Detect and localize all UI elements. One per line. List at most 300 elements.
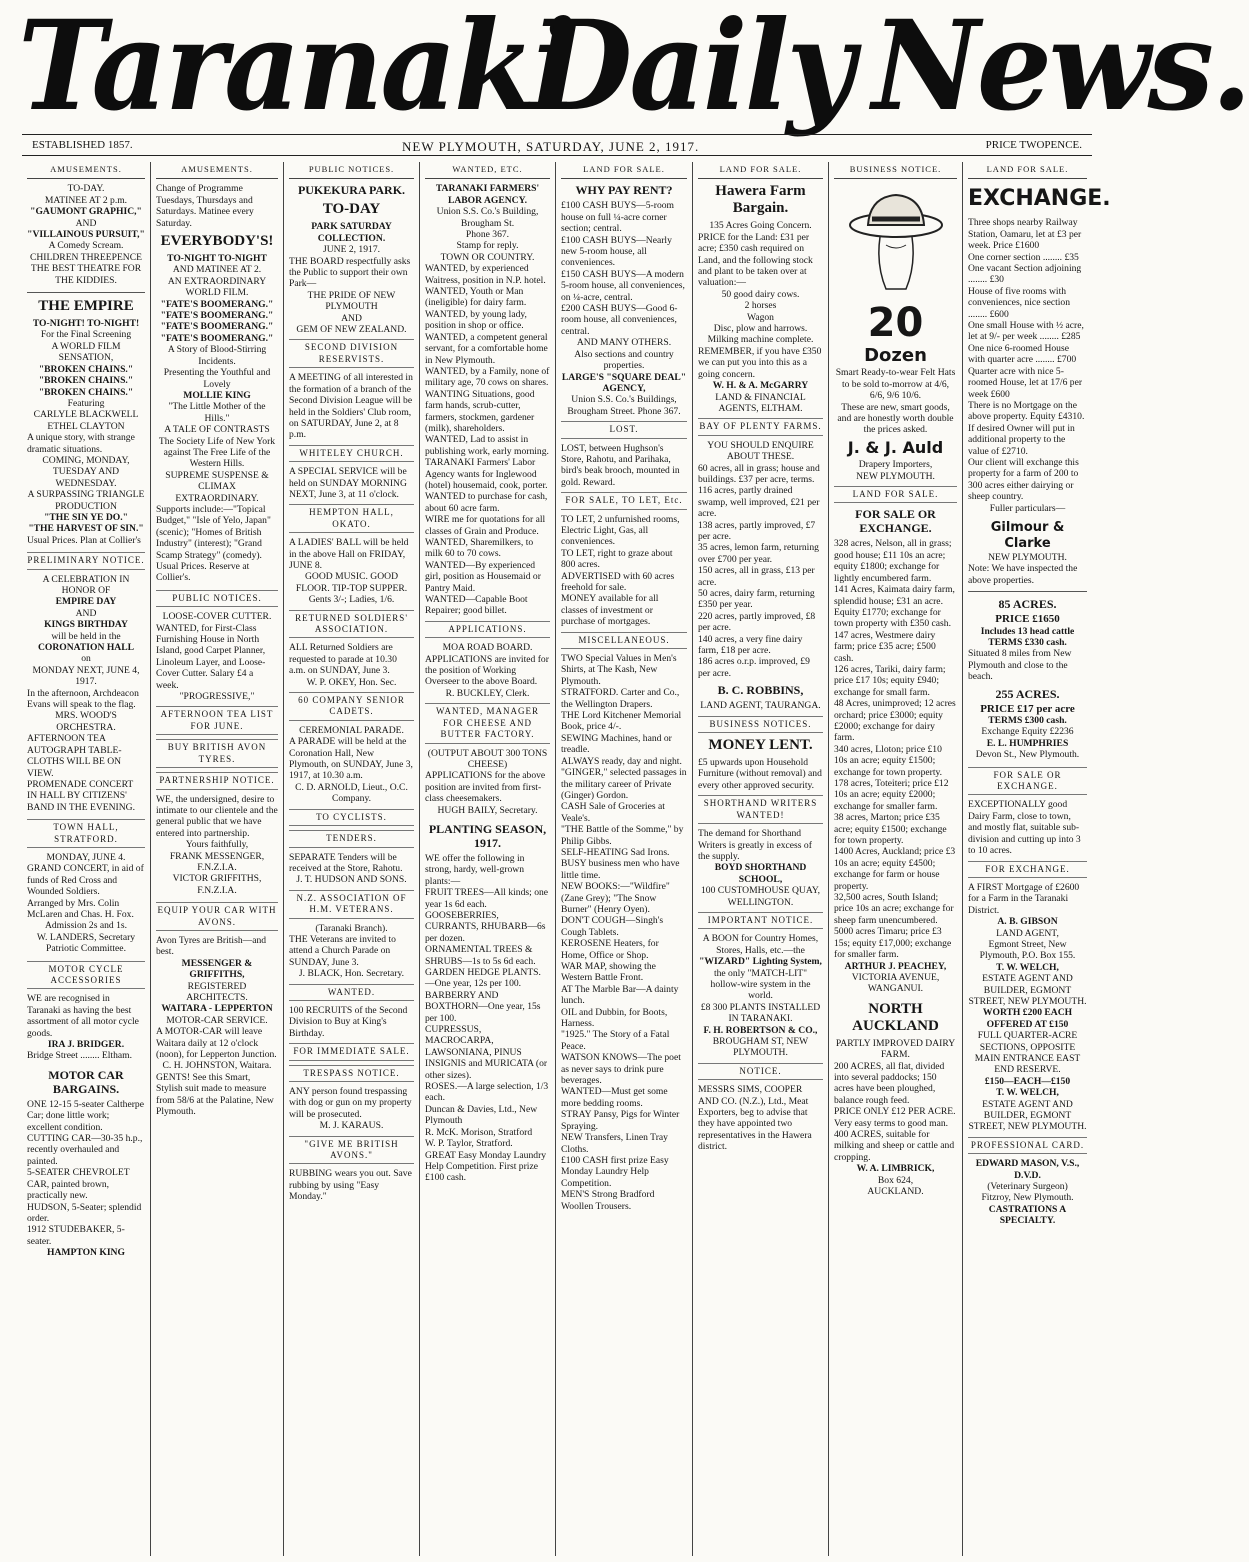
ad-title: PUKEKURA PARK.: [297, 183, 406, 198]
section-heading: BUY BRITISH AVON TYRES.: [156, 739, 278, 768]
ad-line: "FATE'S BOOMERANG.": [160, 321, 274, 333]
exchange-line: There is no Mortgage on the above property. Equity £4310.: [968, 399, 1085, 423]
column-land-for-sale-3: [962, 162, 1111, 1556]
sale-line: Exchange Equity £2236: [981, 726, 1074, 738]
sale-line: E. L. HUMPHRIES: [986, 737, 1069, 749]
firm-sub-line: NEW PLYMOUTH.: [988, 551, 1067, 563]
place-date-text: NEW PLYMOUTH, SATURDAY, JUNE 2, 1917.: [402, 139, 700, 154]
land-line: LARGE'S "SQUARE DEAL" AGENCY,: [561, 371, 687, 394]
ad-line: COMING, MONDAY, TUESDAY AND WEDNESDAY.: [42, 454, 130, 489]
ad-title: EVERYBODY'S!: [160, 233, 274, 250]
section-heading: BAY OF PLENTY FARMS.: [698, 418, 823, 435]
exchange-line: House of five rooms with conveniences, nice section ........ £600: [968, 285, 1071, 320]
ad-subtitle: TO-DAY: [322, 201, 381, 218]
ad-line: "BROKEN CHAINS.": [38, 386, 134, 398]
wanted-line: WANTED, Sharemilkers, to milk 60 to 70 cows.: [425, 537, 534, 560]
planting-line: BARBERRY AND BOXTHORN—One year, 15s per 100.: [425, 989, 541, 1024]
section-heading: TENDERS.: [289, 830, 414, 847]
masthead: [0, 0, 1249, 139]
exchange-line: Our client will exchange this property for a farm of 200 to 300 acres either dairying or sheep country.: [968, 456, 1079, 503]
ad-line: A CELEBRATION IN HONOR OF: [42, 573, 130, 596]
land-line: AND MANY OTHERS.: [576, 337, 672, 349]
dozen-label: Dozen: [864, 345, 927, 367]
section-heading: NOTICE.: [698, 1063, 823, 1080]
wanted-line: APPLICATIONS are invited for the position of Working Overseer to the above Board.: [425, 653, 549, 688]
notice-line: AND: [341, 312, 362, 324]
sale-line: Includes 13 head cattle: [980, 625, 1075, 637]
sale-line: Fitzroy, New Plymouth.: [981, 1192, 1074, 1204]
farm-line: 220 acres, partly improved, £8 per acre.: [698, 610, 816, 634]
land-line: MONEY available for all classes of investment or purchase of mortgages.: [561, 593, 659, 628]
notice-line: CEREMONIAL PARADE.: [299, 724, 404, 736]
column-heading: PUBLIC NOTICES.: [289, 162, 414, 179]
exchange-line: Three shops nearby Railway Station, Oamaru, let at £3 per week. Price £1600: [968, 217, 1082, 252]
wanted-line: WIRE me for quotations for all classes of Grain and Produce.: [425, 514, 546, 537]
ad-line: Yours faithfully,: [185, 839, 249, 851]
north-line: PARTLY IMPROVED DAIRY FARM.: [835, 1037, 956, 1061]
ad-line: CARLYLE BLACKWELL: [33, 409, 139, 421]
notice-line: M. J. KARAUS.: [319, 1120, 384, 1132]
notice-line: J. BLACK, Hon. Secretary.: [298, 968, 405, 980]
ad-title: WHY PAY RENT?: [575, 183, 673, 198]
land-line: DON'T COUGH—Singh's Cough Tablets.: [561, 915, 664, 938]
ad-line: Arranged by Mrs. Colin McLaren and Chas. H. Fox.: [27, 897, 134, 920]
notice-line: 100 RECRUITS of the Second Division to Buy at King's Birthday.: [289, 1004, 408, 1039]
column-heading: LAND FOR SALE.: [561, 162, 687, 179]
wanted-line: HUGH BAILY, Secretary.: [437, 804, 538, 816]
sale-line: ESTATE AGENT AND BUILDER, EGMONT STREET, NEW PLYMOUTH.: [968, 1098, 1087, 1133]
ad-line: "GAUMONT GRAPHIC,": [30, 206, 142, 218]
ad-title: 85 ACRES.: [998, 597, 1057, 612]
ad-line: MOLLIE KING: [183, 389, 251, 401]
farm-line: 116 acres, partly drained swamp, well improved, £21 per acre.: [698, 485, 820, 520]
section-heading: 60 COMPANY SENIOR CADETS.: [289, 692, 414, 721]
ad-line: IRA J. BRIDGER.: [47, 1039, 125, 1051]
exchange-line: One small House with ½ acre, let at 9/- per week ........ £285: [968, 320, 1084, 343]
farm-line: MESSRS SIMS, COOPER AND CO. (N.Z.), Ltd., Meat Exporters, beg to advise that they have appointed two representatives in the Hawera district.: [698, 1084, 812, 1153]
ad-line: HUDSON, 5-Seater; splendid order.: [27, 1201, 142, 1224]
exchange-line: Quarter acre with nice 5-roomed House, let at 17/6 per week £600: [968, 365, 1083, 400]
wanted-line: WANTED, by experienced Waitress, position in N.P. hotel.: [425, 263, 546, 286]
ad-line: TO-DAY.: [67, 183, 105, 195]
ad-line: The Society Life of New York against The Free Life of the Western Hills.: [158, 435, 276, 470]
exchange-line: 1400 Acres, Auckland; price £3 10s an acre; equity £4500; exchange for farm or house property.: [834, 846, 956, 892]
ad-title: NORTH AUCKLAND: [852, 1000, 939, 1034]
notice-line: THE Veterans are invited to attend a Church Parade on SUNDAY, June 3.: [289, 933, 396, 968]
land-line: THE Lord Kitchener Memorial Book, price 4/-.: [561, 710, 682, 733]
section-heading: PROFESSIONAL CARD.: [968, 1137, 1087, 1154]
column-heading: LAND FOR SALE.: [968, 162, 1087, 179]
sale-line: (Veterinary Surgeon): [987, 1181, 1068, 1193]
ad-line: 1912 STUDEBAKER, 5-seater.: [27, 1224, 125, 1247]
section-heading: AFTERNOON TEA LIST FOR JUNE.: [156, 706, 278, 735]
column-public-notices: [283, 162, 419, 1556]
column-wanted: [419, 162, 555, 1556]
hat-ad: [834, 185, 957, 482]
farm-line: 50 acres, dairy farm, returning £350 per year.: [698, 588, 815, 611]
planting-line: ORNAMENTAL TREES & SHRUBS—1s to 5s 6d each.: [425, 944, 536, 967]
section-heading: RETURNED SOLDIERS' ASSOCIATION.: [289, 610, 414, 639]
land-line: LOST, between Hughson's Store, Rahotu, and Parihaka, bird's beak brooch, mounted in gold. Reward.: [561, 442, 680, 488]
land-line: Also sections and country properties.: [574, 348, 674, 372]
sale-line: Egmont Street, New Plymouth, P.O. Box 155.: [979, 938, 1076, 962]
wanted-line: R. BUCKLEY, Clerk.: [445, 687, 530, 699]
divider: [968, 591, 1087, 592]
land-line: CASH Sale of Groceries at Veale's.: [561, 801, 665, 824]
ad-line: MESSENGER & GRIFFITHS,: [181, 957, 253, 981]
land-line: "GINGER," selected passages in the military career of Private (Ginger) Gordon.: [561, 767, 687, 801]
ad-title: FOR SALE OR EXCHANGE.: [855, 507, 936, 536]
ad-line: "BROKEN CHAINS.": [38, 375, 134, 387]
price-line: PRICE £17 per acre: [980, 702, 1075, 715]
wanted-line: WANTED, Youth or Man (ineligible) for dairy farm.: [425, 286, 527, 309]
ad-line: will be held in the: [51, 630, 121, 642]
farm-line: 60 acres, all in grass; house and buildings. £37 per acre, terms.: [698, 462, 820, 485]
exchange-line: ARTHUR J. PEACHEY,: [844, 960, 947, 972]
ad-title: 255 ACRES.: [995, 686, 1060, 701]
sale-ad: [968, 626, 1087, 761]
price-text: PRICE TWOPENCE.: [985, 139, 1082, 151]
section-heading: FOR IMMEDIATE SALE.: [289, 1043, 414, 1060]
sale-line: A FIRST Mortgage of £2600 for a Farm in the Taranaki District.: [968, 881, 1080, 916]
ad-line: THE KIDDIES.: [55, 274, 117, 286]
ad-line: CORONATION HALL: [37, 642, 135, 654]
exchange-line: 38 acres, Marton; price £35 acre; equity £1500; exchange for town property.: [834, 812, 947, 847]
ad-line: SUPREME SUSPENSE & CLIMAX EXTRAORDINARY.: [165, 469, 269, 504]
sale-line: Situated 8 miles from New Plymouth and close to the beach.: [968, 648, 1072, 683]
ad-line: Avon Tyres are British—and best.: [156, 934, 267, 958]
planting-line: WE offer the following in strong, hardy, well-grown plants:—: [425, 852, 525, 887]
land-line: £200 CASH BUYS—Good 6-room house, all conveniences, central.: [561, 303, 678, 337]
public-notices-list: [289, 221, 414, 1202]
wanted-line: TARANAKI FARMERS' LABOR AGENCY.: [435, 183, 540, 206]
notice-line: (Taranaki Branch).: [315, 922, 388, 934]
section-heading: PRELIMINARY NOTICE.: [27, 552, 145, 569]
farm-line: 2 horses: [744, 300, 777, 312]
section-heading: EQUIP YOUR CAR WITH AVONS.: [156, 902, 278, 931]
ad-line: EMPIRE DAY: [55, 596, 117, 608]
felt-hat-icon: [846, 185, 946, 295]
farm-line: 138 acres, partly improved, £7 per acre.: [698, 519, 816, 542]
section-heading: LOST.: [561, 421, 687, 438]
farm-line: 140 acres, a very fine dairy farm, £18 per acre.: [698, 633, 803, 657]
notice-line: RUBBING wears you out. Save rubbing by using "Easy Monday.": [289, 1168, 412, 1203]
planting-line: GREAT Easy Monday Laundry Help Competition. First prize £100 cash.: [425, 1149, 547, 1184]
ad-line: A Comedy Scream.: [48, 240, 124, 252]
land-line: MEN'S Strong Bradford Woollen Trousers.: [561, 1189, 655, 1212]
land-line: TWO Special Values in Men's Shirts, at The Kash, New Plymouth.: [561, 653, 677, 687]
farm-line: W. H. & A. McGARRY: [712, 380, 809, 392]
established-text: ESTABLISHED 1857.: [32, 139, 133, 151]
sale-line: EXCEPTIONALLY good Dairy Farm, close to town, and mostly flat, suitable sub-division and cutting up into 3 to 10 acres.: [968, 799, 1081, 857]
exchange-list: [834, 538, 957, 994]
planting-line: GOOSEBERRIES, CURRANTS, RHUBARB—6s per dozen.: [425, 909, 546, 944]
exchange-line: 340 acres, Lloton; price £10 10s an acre; equity £1500; exchange for town property.: [834, 743, 943, 778]
gaumont-ad: [27, 183, 145, 286]
sale-line: FULL QUARTER-ACRE SECTIONS, OPPOSITE MAIN ENTRANCE EAST END RESERVE.: [974, 1030, 1081, 1076]
column-land-for-sale-2: [692, 162, 828, 1556]
notice-line: A PARADE will be held at the Coronation Hall, New Plymouth, on SUNDAY, June 3, 1917, at 10.30 a.m.: [289, 736, 413, 782]
ad-line: "PROGRESSIVE,": [179, 691, 255, 703]
ad-line: AFTERNOON TEA AUTOGRAPH TABLE-CLOTHS WILL BE ON VIEW.: [27, 733, 122, 779]
wanted-line: MOA ROAD BOARD.: [442, 642, 533, 654]
exchange-line: One nice 6-roomed House with quarter acre ........ £700: [968, 342, 1077, 366]
ad-line: Presenting the Youthful and Lovely: [163, 367, 271, 390]
wanted-line: WANTED—Capable Boot Repairer; good billet.: [425, 594, 528, 617]
notice-line: PARK SATURDAY COLLECTION.: [311, 221, 392, 244]
exchange-line: One corner section ........ £35: [968, 251, 1079, 263]
ad-line: "FATE'S BOOMERANG.": [160, 310, 274, 322]
notice-line: A MEETING of all interested in the formation of a branch of the Second Division League will be held in the Soldiers' Club room, on SATURDAY, June 2, at 8 p.m.: [289, 372, 413, 441]
ad-line: Usual Prices. Plan at Collier's: [27, 534, 141, 546]
ad-line: WE are recognised in Taranaki as having the best assortment of all motor cycle goods.: [27, 993, 139, 1039]
exchange-line: 5000 acres Timaru; price £3 15s; equity £17,000; exchange for smaller farm.: [834, 926, 952, 961]
land-line: £100 CASH first prize Easy Monday Laundry Help Competition.: [561, 1154, 669, 1189]
ad-title: EXCHANGE.: [968, 186, 1111, 212]
land-line: £100 CASH BUYS—Nearly new 5-room house, all conveniences.: [561, 234, 672, 269]
sale-line: WORTH £200 EACH: [982, 1007, 1073, 1019]
ad-line: AND MATINEE AT 2.: [172, 264, 262, 276]
firm-name: Gilmour & Clarke: [990, 519, 1065, 551]
ad-line: MATINEE AT 2 p.m.: [44, 194, 128, 206]
wanted-line: WANTED, Lad to assist in publishing work, early morning.: [425, 434, 549, 457]
ad-line: on: [81, 653, 91, 665]
column-heading: BUSINESS NOTICE.: [834, 162, 957, 179]
section-heading: TOWN HALL, STRATFORD.: [27, 819, 145, 848]
north-line: AUCKLAND.: [867, 1186, 924, 1197]
planting-line: R. McK. Morison, Stratford: [425, 1126, 533, 1138]
firm-sub-line: Drapery Importers,: [858, 459, 933, 471]
ad-line: Admission 2s and 1s.: [44, 920, 128, 932]
farm-line: "WIZARD" Lighting System,: [699, 956, 822, 968]
column-heading: WANTED, ETC.: [425, 162, 550, 179]
ad-line: "FATE'S BOOMERANG.": [160, 332, 274, 344]
planting-line: ROSES.—A large selection, 1/3 each.: [425, 1081, 549, 1104]
land-line: "THE Battle of the Somme," by Philip Gibbs.: [561, 824, 684, 847]
notice-line: THE BOARD respectfully asks the Public to support their own Park—: [289, 255, 411, 290]
land-line: ADVERTISED with 60 acres freehold for sale.: [561, 570, 675, 593]
section-heading: MISCELLANEOUS.: [561, 632, 687, 649]
wanted-line: TARANAKI Farmers' Labor Agency wants for Inglewood (hotel) housemaid, cook, porter.: [425, 457, 548, 491]
column-amusements-1: [22, 162, 150, 1556]
sale-line: ESTATE AGENT AND BUILDER, EGMONT STREET, NEW PLYMOUTH.: [968, 973, 1087, 1007]
everybodys-ad: [156, 233, 278, 584]
land-line: NEW Transfers, Linen Tray Cloths.: [561, 1132, 668, 1155]
section-heading: MOTOR CYCLE ACCESSORIES: [27, 961, 145, 990]
section-heading: IMPORTANT NOTICE.: [698, 912, 823, 929]
ad-line: ONE 12-15 5-seater Caltherpe Car; done little work; excellent condition.: [27, 1098, 144, 1133]
agent-name: B. C. ROBBINS,: [717, 683, 804, 698]
land-line: £150 CASH BUYS—A modern 5-room house, all conveniences, on ¼-acre, central.: [561, 268, 685, 303]
section-heading: TRESPASS NOTICE.: [289, 1065, 414, 1082]
ad-line: WAITARA - LEPPERTON: [161, 1003, 273, 1015]
farm-line: £8 300 PLANTS INSTALLED IN TARANAKI.: [700, 1001, 821, 1025]
notice-line: A LADIES' BALL will be held in the above Hall on FRIDAY, JUNE 8.: [289, 537, 409, 571]
exchange-line: 126 acres, Tariki, dairy farm; price £17 10s; equity £940; exchange for small farm.: [834, 663, 946, 698]
farm-line: £5 upwards upon Household Furniture (without removal) and every other approved security.: [698, 757, 822, 791]
ad-line: WE, the undersigned, desire to intimate to our clientele and the general public that we have entered into partnership.: [156, 793, 278, 839]
notice-line: GEM OF NEW ZEALAND.: [296, 324, 407, 336]
exchange-line: Fuller particulars—: [989, 502, 1066, 514]
land-line: "1925." The Story of a Fatal Peace.: [561, 1029, 670, 1052]
ad-line: AND: [75, 607, 97, 619]
price-line: PRICE £1650: [995, 613, 1060, 626]
ad-line: Usual Prices. Reserve at Collier's.: [156, 561, 250, 584]
exchange-line: VICTORIA AVENUE, WANGANUI.: [851, 971, 940, 995]
avon-ad: [156, 935, 278, 1118]
ad-line: REGISTERED ARCHITECTS.: [186, 980, 248, 1003]
wanted-list: [425, 183, 550, 816]
ad-line: For the Final Screening: [40, 329, 132, 341]
land-line: WAR MAP, showing the Western Battle Front.: [561, 961, 656, 984]
ad-line: MONDAY, JUNE 4.: [46, 851, 126, 863]
section-heading: APPLICATIONS.: [425, 621, 550, 638]
land-list: [561, 200, 687, 1212]
public-notices-block: [156, 611, 278, 896]
hat-line: These are new, smart goods, and are honestly worth double the prices asked.: [837, 401, 954, 436]
farm-line: BROUGHAM ST, NEW PLYMOUTH.: [712, 1036, 809, 1059]
section-heading: TO CYCLISTS.: [289, 809, 414, 826]
notice-line: ALL Returned Soldiers are requested to parade at 10.30 a.m. on SUNDAY, June 3.: [289, 642, 397, 677]
ad-title: MONEY LENT.: [708, 737, 813, 754]
land-line: STRATFORD. Carter and Co., the Wellington Drapers.: [561, 687, 680, 710]
ad-line: ETHEL CLAYTON: [47, 420, 125, 432]
wanted-line: WANTING Situations, good farm hands, scrub-cutter, farmers, stockmen, gardener (milk), shareholders.: [425, 388, 535, 434]
sale-line: TERMS £300 cash.: [988, 715, 1067, 727]
masthead-title-word-2: Daily: [530, 0, 853, 139]
sale-line: OFFERED AT £150: [986, 1018, 1069, 1030]
wanted-line: WANTED, by a Family, none of military age, 70 cows on shares.: [425, 365, 550, 389]
ad-line: "VILLAINOUS PURSUIT,": [27, 229, 145, 241]
farm-line: the only "MATCH-LIT" hollow-wire system in the world.: [710, 967, 811, 1002]
ad-line: Change of Programme Tuesdays, Thursdays and Saturdays. Matinee every Saturday.: [156, 183, 254, 229]
note-line: Note: We have inspected the above properties.: [968, 563, 1078, 586]
farm-line: 186 acres o.r.p. improved, £9 per acre.: [698, 656, 810, 679]
north-line: PRICE ONLY £12 PER ACRE. Very easy terms to good man.: [834, 1106, 956, 1129]
section-heading: PUBLIC NOTICES.: [156, 590, 278, 607]
land-line: BUSY business men who have little time.: [561, 858, 680, 881]
divider: [27, 292, 145, 293]
ad-line: WANTED, for First-Class Furnishing House in North Island, good Carpet Planner, Linoleum Layer, and Loose-Cover Cutter. Salary £4 a week.: [156, 622, 266, 691]
farm-line: LAND & FINANCIAL AGENTS, ELTHAM.: [715, 391, 806, 414]
ad-line: CUTTING CAR—30-35 h.p., recently overhauled and painted.: [27, 1133, 143, 1167]
ad-line: "THE SIN YE DO.": [44, 511, 128, 523]
land-line: STRAY Pansy, Pigs for Winter Spraying.: [561, 1109, 680, 1132]
exchange-line: 178 acres, Toteiteri; price £12 10s an acre; equity £2000; exchange for smaller farm.: [834, 778, 949, 812]
wanted-line: WANTED to purchase for cash, about 60 acre farm.: [425, 491, 548, 514]
column-heading: LAND FOR SALE.: [698, 162, 823, 179]
ad-title: THE EMPIRE: [38, 298, 134, 315]
wanted-line: WANTED, a competent general servant, for a comfortable home in New Plymouth.: [425, 331, 548, 366]
sale-line: £150—EACH—£150: [984, 1075, 1071, 1087]
section-heading: SECOND DIVISION RESERVISTS.: [289, 339, 414, 368]
farm-line: Milking machine complete.: [707, 334, 814, 346]
planting-line: W. P. Taylor, Stratford.: [425, 1138, 513, 1150]
sale-line: TERMS £330 cash.: [988, 637, 1067, 648]
planting-line: GARDEN HEDGE PLANTS.—One year, 12s per 100.: [425, 967, 541, 990]
ad-line: PROMENADE CONCERT IN HALL BY CITIZENS' BAND IN THE EVENING.: [27, 778, 136, 813]
sale-exchange-ad: [968, 799, 1087, 1226]
section-heading: FOR SALE OR EXCHANGE.: [968, 767, 1087, 796]
column-business-notice: [828, 162, 962, 1556]
ad-line: C. H. JOHNSTON, Waitara.: [162, 1060, 272, 1072]
sale-line: EDWARD MASON, V.S., D.V.D.: [975, 1158, 1080, 1181]
sale-line: T. W. WELCH,: [996, 1087, 1059, 1099]
planting-line: FRUIT TREES—All kinds; one year 1s 6d each.: [425, 887, 549, 910]
section-heading: WHITELEY CHURCH.: [289, 445, 414, 462]
section-heading: FOR SALE, TO LET, Etc.: [561, 492, 687, 509]
sale-line: A. B. GIBSON: [997, 916, 1058, 928]
column-land-for-sale-1: [555, 162, 692, 1556]
wanted-line: WANTED—By experienced girl, position as Housemaid or Pantry Maid.: [425, 559, 541, 594]
masthead-title-word-1: Taranaki: [18, 0, 575, 139]
north-line: 400 ACRES, suitable for milking and sheep or cattle and cropping.: [834, 1128, 955, 1163]
ad-title: MOTOR CAR BARGAINS.: [48, 1067, 124, 1096]
sale-line: LAND AGENT,: [996, 927, 1059, 939]
farm-line: F. H. ROBERTSON & CO.,: [703, 1024, 818, 1036]
exchange-line: 141 Acres, Kaimata dairy farm, splendid house; £31 an acre. Equity £1770; exchange for town property with £350 cash.: [834, 584, 955, 630]
ad-line: Supports include:—"Topical Budget," "Isle of Yelo, Japan" (scenic); "Homes of British Industry" (interest); "Grand Scamp Strategy" (comedy).: [156, 503, 271, 561]
ad-title: PLANTING SEASON, 1917.: [428, 821, 547, 850]
ad-line: "THE HARVEST OF SIN.": [28, 523, 144, 535]
farm-line: 135 Acres Going Concern.: [709, 220, 812, 232]
exchange-line: 147 acres, Westmere dairy farm; price £35 acre; £500 cash.: [834, 629, 936, 664]
farm-line: BOYD SHORTHAND SCHOOL,: [714, 862, 807, 885]
north-line: 200 ACRES, all flat, divided into several paddocks; 150 acres have been ploughed, balance rough feed.: [834, 1060, 945, 1106]
farm-line: 35 acres, lemon farm, returning over £700 per year.: [698, 542, 819, 565]
farm-line: The demand for Shorthand Writers is greatly in excess of the supply.: [698, 828, 812, 862]
sale-line: Devon St., New Plymouth.: [975, 749, 1080, 761]
north-line: Box 624,: [877, 1174, 914, 1186]
land-line: SELF-HEATING Sad Irons.: [561, 846, 670, 858]
ad-line: AN EXTRAORDINARY WORLD FILM.: [167, 275, 267, 299]
ad-line: VICTOR GRIFFITHS, F.N.Z.I.A.: [172, 873, 262, 896]
ad-line: Featuring: [67, 397, 105, 409]
empire-theatre-ad: [27, 298, 145, 546]
ad-subtitle: TO-NIGHT! TO-NIGHT!: [32, 318, 140, 330]
empire-day-ad: [27, 574, 145, 814]
sale-line: T. W. WELCH,: [996, 961, 1059, 973]
farm-line: PRICE for the Land: £31 per acre; £350 cash required on Land, and the following stock and plant to be taken over at valuation:—: [698, 231, 813, 289]
hawera-farm-ad: [698, 220, 823, 1152]
section-heading: WANTED, MANAGER FOR CHEESE AND BUTTER FACTORY.: [425, 703, 550, 743]
firm-sub-line: NEW PLYMOUTH.: [856, 470, 935, 482]
wanted-line: Union S.S. Co.'s Building, Brougham St.: [436, 206, 539, 229]
section-heading: PARTNERSHIP NOTICE.: [156, 772, 278, 789]
ad-line: W. LANDERS, Secretary Patriotic Committee.: [36, 931, 136, 955]
notice-line: JUNE 2, 1917.: [322, 244, 381, 256]
notice-line: C. D. ARNOLD, Lieut., O.C. Company.: [295, 781, 408, 805]
planting-line: CUPRESSUS, MACROCARPA, LAWSONIANA, PINUS INSIGNIS and MURICATA (or other sizes).: [425, 1024, 548, 1081]
dateline: [22, 134, 1092, 156]
farm-line: REMEMBER, if you have £350 we can put you into this as a going concern.: [698, 345, 822, 380]
notice-line: GOOD MUSIC. GOOD FLOOR. TIP-TOP SUPPER.: [295, 571, 408, 594]
motor-car-ad: [27, 1099, 145, 1259]
farm-line: 50 good dairy cows.: [721, 288, 800, 300]
column-heading: AMUSEMENTS.: [27, 162, 145, 179]
wanted-line: WANTED, by young lady, position in shop or office.: [425, 308, 527, 332]
motor-cycle-ad: [27, 993, 145, 1061]
ad-line: GENTS! See this Smart, Stylish suit made to measure from 58/6 at the Palatine, New Plymouth.: [156, 1071, 274, 1118]
notice-line: J. T. HUDSON AND SONS.: [296, 874, 407, 886]
wanted-line: Phone 367.: [465, 229, 510, 241]
land-line: AT The Marble Bar—A dainty lunch.: [561, 983, 679, 1007]
section-heading: WANTED.: [289, 984, 414, 1001]
ad-subtitle: TO-NIGHT TO-NIGHT: [167, 253, 267, 265]
wanted-line: Stamp for reply.: [456, 240, 519, 252]
land-line: NEW BOOKS:—"Wildfire" (Zane Grey); "The Snow Burner" (Henry Oyen).: [561, 881, 670, 915]
land-line: SEWING Machines, hand or treadle.: [561, 732, 672, 756]
